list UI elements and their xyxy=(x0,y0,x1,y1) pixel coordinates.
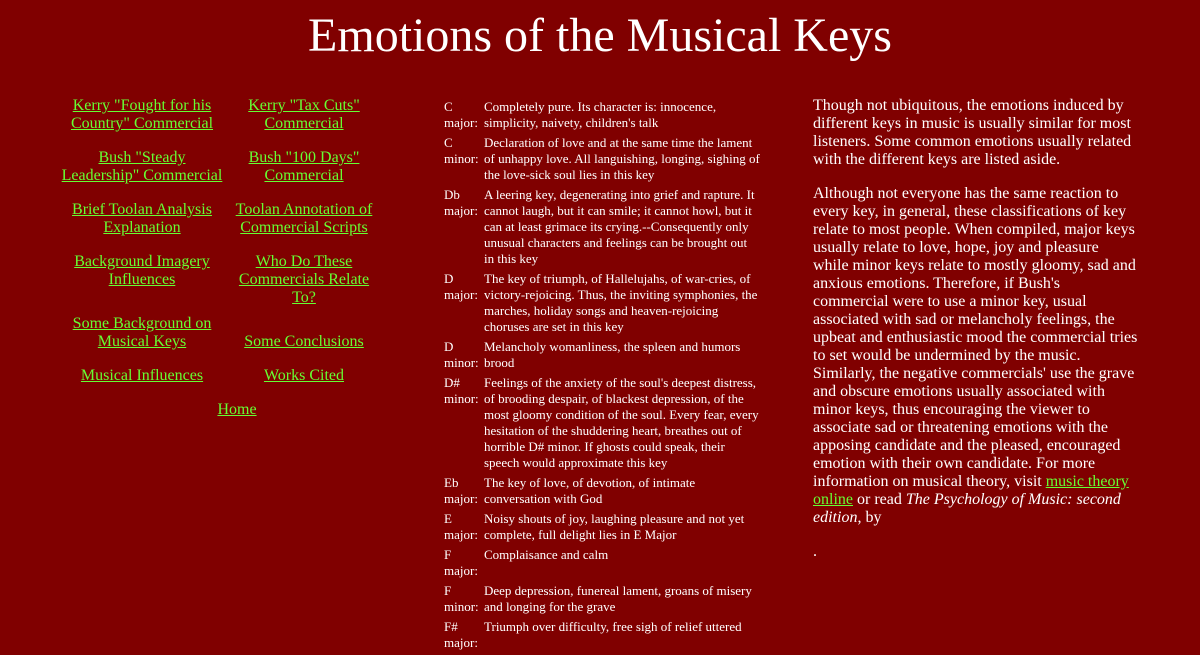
table-row xyxy=(443,271,763,335)
key-description: Declaration of love and at the same time the lament of unhappy love. All languishing, longing, sighing of the love-sick soul lies in this key xyxy=(484,135,760,182)
nav-row xyxy=(60,149,380,185)
nav-link-conclusions[interactable]: Some Conclusions xyxy=(244,333,364,350)
nav-row xyxy=(60,367,380,385)
analysis-end-text: , by xyxy=(857,509,882,526)
key-name: E major: xyxy=(444,511,478,542)
table-row xyxy=(443,375,763,471)
nav-row xyxy=(60,253,380,307)
nav-links xyxy=(60,97,380,419)
nav-link-background-imagery[interactable]: Background Imagery Influences xyxy=(74,253,210,288)
table-row xyxy=(443,135,763,183)
page-title: Emotions of the Musical Keys xyxy=(308,9,892,62)
key-name: Eb major: xyxy=(444,475,478,506)
table-row xyxy=(443,99,763,131)
table-row xyxy=(443,475,763,507)
nav-link-kerry-fought[interactable]: Kerry "Fought for his Country" Commercial xyxy=(70,97,214,132)
key-description: Complaisance and calm xyxy=(484,547,609,562)
key-description: The key of triumph, of Hallelujahs, of war-cries, of victory-rejoicing. Thus, the inviting symphonies, the marches, holiday songs and heaven-rejoicing choruses are set in this key xyxy=(484,271,758,334)
analysis-paragraph xyxy=(813,185,1138,527)
nav-link-musical-influences[interactable]: Musical Influences xyxy=(80,367,204,384)
key-name: Db major: xyxy=(444,187,478,218)
key-name: F major: xyxy=(444,547,478,578)
key-name: D# minor: xyxy=(444,375,479,406)
key-description: Melancholy womanliness, the spleen and humors brood xyxy=(484,339,741,370)
key-description: A leering key, degenerating into grief and rapture. It cannot laugh, but it can smile; it cannot howl, but it can at least grimace its crying.--Consequently only unusual characters and feelings can be brought out in this key xyxy=(484,187,755,266)
nav-link-home[interactable]: Home xyxy=(217,401,257,418)
nav-link-toolan-annotation[interactable]: Toolan Annotation of Commercial Scripts xyxy=(235,201,373,236)
intro-paragraph: Though not ubiquitous, the emotions induced by different keys in music is usually similar for most listeners. Some common emotions usually related with the different keys are listed aside. xyxy=(813,97,1132,168)
table-row xyxy=(443,547,763,579)
key-name: F minor: xyxy=(444,583,479,614)
key-name: C minor: xyxy=(444,135,479,166)
table-row xyxy=(443,619,763,651)
nav-row xyxy=(60,315,380,351)
key-name: D minor: xyxy=(444,339,479,370)
prose-column xyxy=(813,97,1138,577)
nav-row xyxy=(60,97,380,133)
key-description: Deep depression, funereal lament, groans of misery and longing for the grave xyxy=(484,583,752,614)
key-name: C major: xyxy=(444,99,478,130)
nav-link-works-cited[interactable]: Works Cited xyxy=(263,367,345,384)
nav-link-who-relate[interactable]: Who Do These Commercials Relate To? xyxy=(238,253,370,306)
nav-link-bush-100-days[interactable]: Bush "100 Days" Commercial xyxy=(248,149,360,184)
nav-link-kerry-tax-cuts[interactable]: Kerry "Tax Cuts" Commercial xyxy=(248,97,360,132)
music-theory-link[interactable]: music theory online xyxy=(813,473,1129,508)
key-description: Feelings of the anxiety of the soul's deepest distress, of brooding despair, of blackest depression, of the most gloomy condition of the soul. Every fear, every hesitation of the shuddering heart, breathes out of horrible D# minor. If ghosts could speak, their speech would approximate this key xyxy=(484,375,759,470)
nav-link-background-keys[interactable]: Some Background on Musical Keys xyxy=(72,315,212,350)
key-name: F# major: xyxy=(444,619,478,650)
table-row xyxy=(443,511,763,543)
key-name: D major: xyxy=(444,271,478,302)
nav-row xyxy=(60,201,380,237)
nav-link-toolan-explanation[interactable]: Brief Toolan Analysis Explanation xyxy=(72,201,212,236)
table-row xyxy=(443,187,763,267)
analysis-text: Although not everyone has the same reaction to every key, in general, these classifications of key relate to most people. When compiled, major keys usually relate to love, hope, joy and pleasure while minor keys relate to mostly gloomy, sad and anxious emotions. Therefore, if Bush's commercial were to use a minor key, usual associated with sad or melancholy feelings, the upbeat and enthusiastic mood the commercial tries to set would be undermined by the music. Similarly, the negative commercials' use the grave and obscure emotions usually associated with minor keys, thus encouraging the viewer to associate sad or threatening emotions with the apposing candidate and the pleased, encouraged emotion with their own candidate. For more information on musical theory, visit xyxy=(813,185,1138,490)
key-emotions-table xyxy=(443,99,763,655)
table-row xyxy=(443,583,763,615)
nav-link-bush-steady[interactable]: Bush "Steady Leadership" Commercial xyxy=(61,149,223,184)
key-description: Completely pure. Its character is: innocence, simplicity, naivety, children's talk xyxy=(484,99,717,130)
key-description: The key of love, of devotion, of intimate conversation with God xyxy=(484,475,696,506)
trailing-period: . xyxy=(813,543,817,560)
table-row xyxy=(443,339,763,371)
key-description: Triumph over difficulty, free sigh of relief uttered xyxy=(484,619,742,634)
book-title: The Psychology of Music: second edition xyxy=(813,491,1121,526)
key-description: Noisy shouts of joy, laughing pleasure and not yet complete, full delight lies in E Major xyxy=(484,511,745,542)
analysis-mid-text: or read xyxy=(853,491,906,508)
